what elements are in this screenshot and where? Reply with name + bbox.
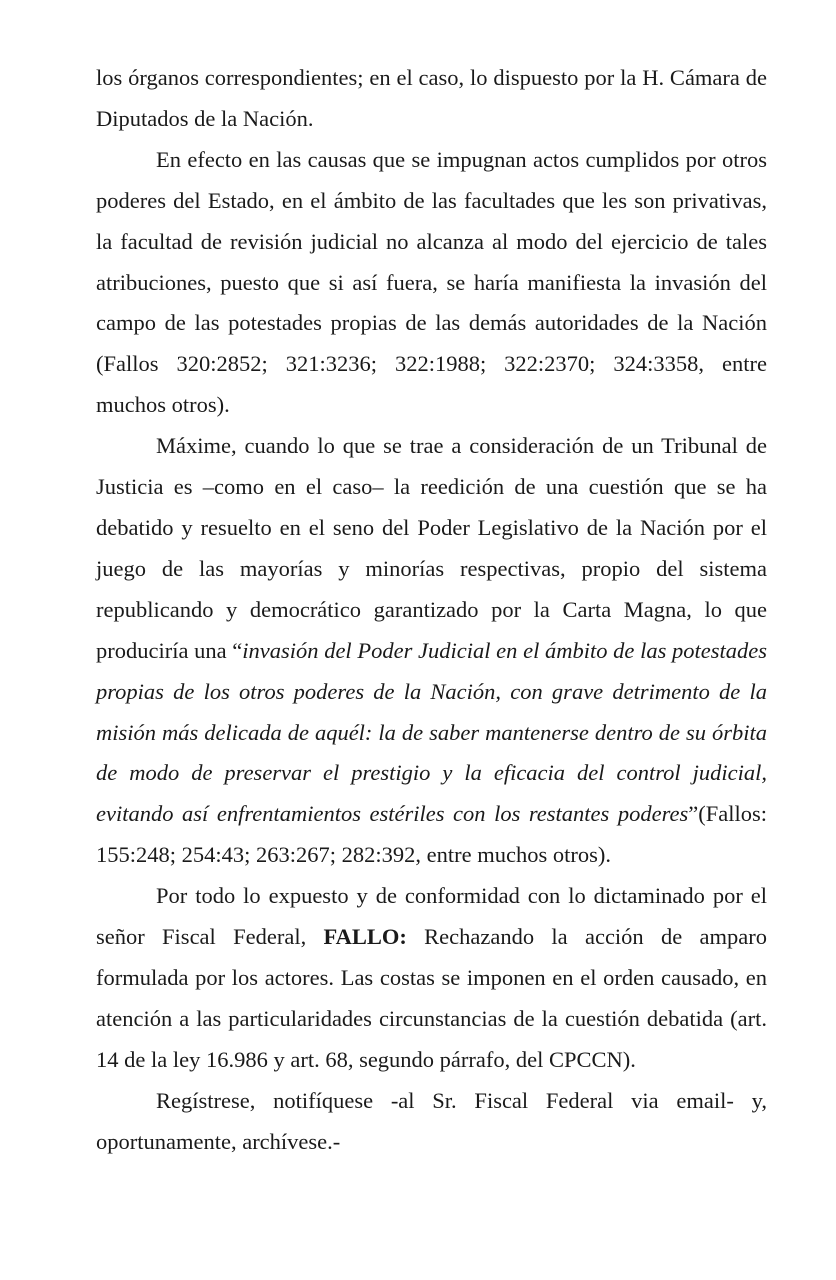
paragraph-maxime	[96, 426, 767, 876]
paragraph-registration: Regístrese, notifíquese -al Sr. Fiscal Federal via email- y, oportunamente, archívese.-	[96, 1087, 767, 1154]
paragraph-continuation: los órganos correspondientes; en el caso, lo dispuesto por la H. Cámara de Diputados de la Nación.	[96, 65, 767, 131]
paragraph-ruling-decision: Rechazando la acción de amparo formulada por los actores. Las costas se imponen en el orden causado, en atención a las particularidades circunstancias de la cuestión debatida (art. 14 de la ley 16.986 y art. 68, segundo párrafo, del CPCCN).	[96, 924, 768, 1072]
fallo-keyword: FALLO:	[323, 924, 407, 950]
paragraph-maxime-text: Máxime, cuando lo que se trae a consideración de un Tribunal de Justicia es –como en el caso– la reedición de una cuestión que se ha debatido y resuelto en el seno del Poder Legislativo de la Nación por el juego de las mayorías y minorías respectivas, propio del sistema republicando y democrático garantizado por la Carta Magna, lo que produciría una “	[96, 433, 767, 663]
paragraph-effect: En efecto en las causas que se impugnan actos cumplidos por otros poderes del Estado, en el ámbito de las facultades que les son privativas, la facultad de revisión judicial no alcanza al modo del ejercicio de tales atribuciones, puesto que si así fuera, se haría manifiesta la invasión del campo de las potestades propias de las demás autoridades de la Nación (Fallos 320:2852; 321:3236; 322:1988; 322:2370; 324:3358, entre muchos otros).	[96, 146, 767, 418]
fallos-quotation: invasión del Poder Judicial en el ámbito de las potestades propias de los otros poderes de la Nación, con grave detrimento de la misión más delicada de aquél: la de saber mantenerse dentro de su órbita de modo de preservar el prestigio y la eficacia del control judicial, evitando así enfrentamientos estériles con los restantes poderes	[96, 637, 767, 827]
paragraph-ruling-intro: Por todo lo expuesto y de conformidad con lo dictaminado por el señor Fiscal Federal,	[96, 883, 767, 950]
paragraph-maxime-citation: ”(Fallos: 155:248; 254:43; 263:267; 282:392, entre muchos otros).	[96, 801, 767, 868]
document-page	[96, 58, 767, 1162]
paragraph-ruling	[96, 876, 767, 1081]
